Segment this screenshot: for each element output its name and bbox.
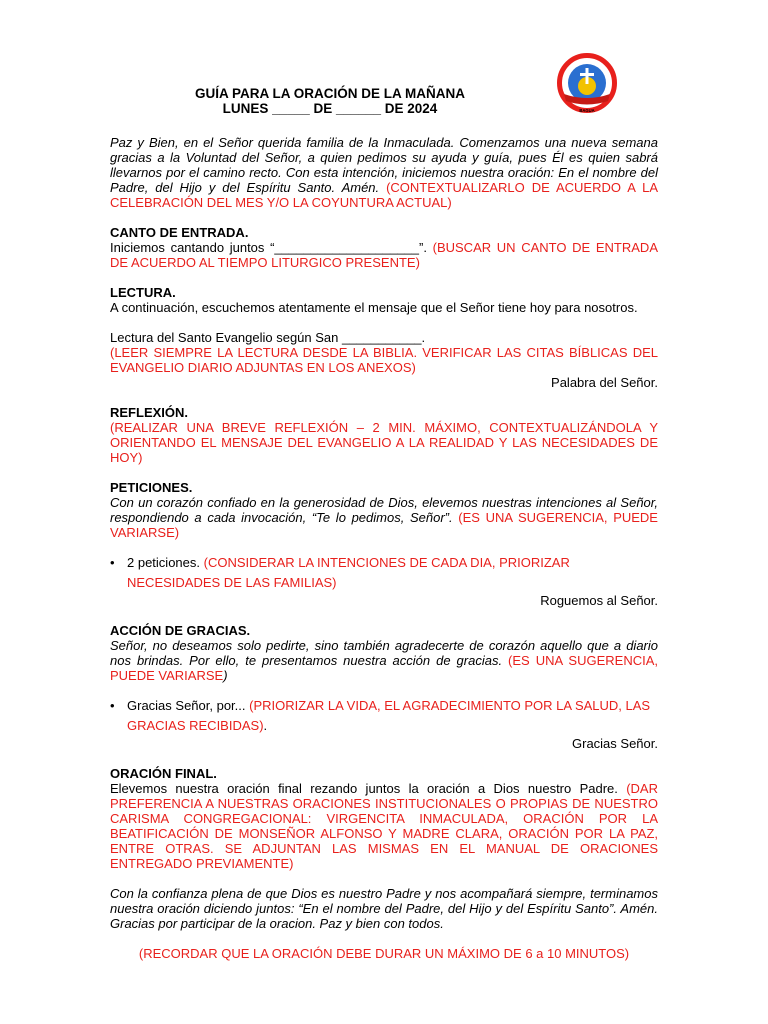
peticiones-response: Roguemos al Señor.	[540, 593, 658, 608]
lectura-evangelio: Lectura del Santo Evangelio según San ___________.	[110, 330, 426, 345]
gracias-heading: ACCIÓN DE GRACIAS.	[110, 623, 251, 638]
gracias-note: (ES UNA SUGERENCIA, PUEDE VARIARSE	[110, 653, 658, 683]
gracias-paragraph	[110, 638, 658, 683]
lectura-heading: LECTURA.	[110, 285, 176, 300]
gracias-response: Gracias Señor.	[572, 736, 658, 751]
canto-heading: CANTO DE ENTRADA.	[110, 225, 249, 240]
final-closing: Con la confianza plena de que Dios es nuestro Padre y nos acompañará siempre, terminamos nuestra oración diciendo juntos: “En el nombre del Padre, del Hijo y del Espíritu Santo”. Amén. Gracias por participar de la oracion. Paz y bien con todos.	[110, 886, 658, 931]
final-note: (DAR PREFERENCIA A NUESTRAS ORACIONES INSTITUCIONALES O PROPIAS DE NUESTRO CARISMA CONGREGACIONAL: VIRGENCITA INMACULADA, ORACIÓN POR LA BEATIFICACIÓN DE MONSEÑOR ALFONSO Y MADRE CLARA, ORACIÓN POR LA PAZ, ENTRE OTRAS. SE ADJUNTAN LAS MISMAS EN EL MANUAL DE ORACIONES ENTREGADO PREVIAMENTE)	[110, 781, 658, 871]
lectura-note: (LEER SIEMPRE LA LECTURA DESDE LA BIBLIA. VERIFICAR LAS CITAS BÍBLICAS DEL EVANGELIO DIARIO ADJUNTAS EN LOS ANEXOS)	[110, 345, 658, 375]
canto-note: (BUSCAR UN CANTO DE ENTRADA DE ACUERDO AL TIEMPO LITURGICO PRESENTE)	[110, 240, 658, 270]
title-line-1: GUÍA PARA LA ORACIÓN DE LA MAÑANA	[195, 86, 465, 101]
peticiones-bullet-text: 2 peticiones.	[127, 555, 200, 570]
final-reminder: (RECORDAR QUE LA ORACIÓN DEBE DURAR UN MÁXIMO DE 6 a 10 MINUTOS)	[138, 946, 630, 961]
peticiones-text: Con un corazón confiado en la generosidad de Dios, elevemos nuestras intenciones al Señor, respondiendo a cada invocación, “Te lo pedimos, Señor”.	[110, 495, 658, 525]
gracias-bullet-text: Gracias Señor, por...	[127, 698, 246, 713]
canto-text: Iniciemos cantando juntos “____________________”.	[110, 240, 427, 255]
gracias-bullet-end: .	[263, 718, 268, 733]
school-logo	[556, 52, 618, 114]
gracias-bullet-item	[110, 696, 658, 736]
bullet-dot-icon: •	[110, 698, 115, 713]
peticiones-paragraph	[110, 495, 658, 540]
lectura-response: Palabra del Señor.	[551, 375, 658, 390]
peticiones-bullet-note: (CONSIDERAR LA INTENCIONES DE CADA DIA, PRIORIZAR NECESIDADES DE LAS FAMILIAS)	[127, 555, 570, 590]
intro-note: (CONTEXTUALIZARLO DE ACUERDO A LA CELEBRACIÓN DEL MES Y/O LA COYUNTURA ACTUAL)	[110, 180, 658, 210]
peticiones-bullet-item	[110, 553, 658, 593]
peticiones-note: (ES UNA SUGERENCIA, PUEDE VARIARSE	[110, 510, 658, 540]
peticiones-heading: PETICIONES.	[110, 480, 193, 495]
title-line-2: LUNES _____ DE ______ DE 2024	[222, 101, 438, 116]
logo-city-text: BAGUA	[579, 108, 595, 113]
gracias-bullet-note: (PRIORIZAR LA VIDA, EL AGRADECIMIENTO POR LA SALUD, LAS GRACIAS RECIBIDAS)	[127, 698, 651, 733]
peticiones-note-close: )	[174, 525, 180, 540]
logo-ring-text: I.E. LA INMACULADA	[562, 58, 612, 80]
reflexion-heading: REFLEXIÓN.	[110, 405, 189, 420]
intro-paragraph	[110, 135, 658, 210]
intro-text: Paz y Bien, en el Señor querida familia de la Inmaculada. Comenzamos una nueva semana gracias a la Voluntad del Señor, a quien pedimos su ayuda y guía, pues Él es quien sabrá llevarnos por el camino recto. Con esta intención, iniciemos nuestra oración: En el nombre del Padre, del Hijo y del Espíritu Santo. Amén.	[110, 135, 658, 195]
document-title	[150, 86, 510, 116]
final-paragraph	[110, 781, 658, 871]
canto-paragraph	[110, 240, 658, 270]
final-text: Elevemos nuestra oración final rezando juntos la oración a Dios nuestro Padre.	[110, 781, 618, 796]
reflexion-note: (REALIZAR UNA BREVE REFLEXIÓN – 2 MIN. MÁXIMO, CONTEXTUALIZÁNDOLA Y ORIENTANDO EL MENSAJE DEL EVANGELIO A LA REALIDAD Y LAS NECESIDADES DE HOY)	[110, 420, 658, 465]
final-heading: ORACIÓN FINAL.	[110, 766, 217, 781]
gracias-text: Señor, no deseamos solo pedirte, sino también agradecerte de corazón aquello que a diario nos brindas. Por ello, te presentamos nuestra acción de gracias.	[110, 638, 658, 668]
bullet-dot-icon: •	[110, 555, 115, 570]
gracias-note-close: )	[223, 668, 228, 683]
document-body	[110, 135, 658, 961]
lectura-text: A continuación, escuchemos atentamente el mensaje que el Señor tiene hoy para nosotros.	[110, 300, 638, 315]
